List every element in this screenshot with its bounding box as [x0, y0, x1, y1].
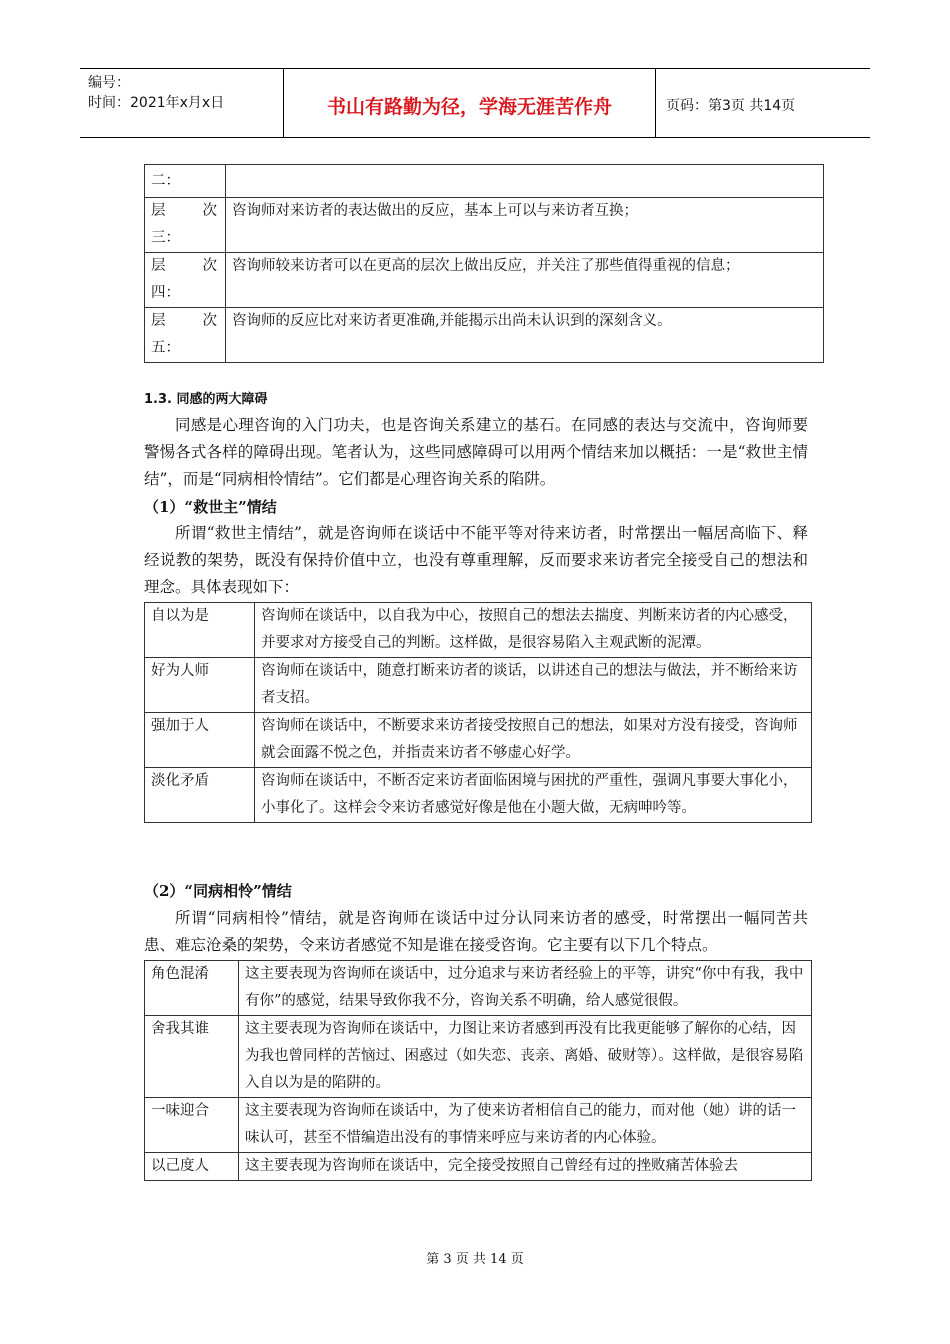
term-cell: 淡化矛盾	[145, 768, 255, 823]
term-cell: 舍我其谁	[145, 1016, 239, 1098]
term-cell: 好为人师	[145, 658, 255, 713]
desc-cell: 这主要表现为咨询师在谈话中，为了使来访者相信自己的能力，而对他（她）讲的话一味认可，甚至不惜编造出没有的事情来呼应与来访者的内心体验。	[239, 1098, 812, 1153]
page-footer: 第 3 页 共 14 页	[426, 1252, 524, 1267]
table-row	[145, 1098, 812, 1153]
time-label: 时间：2021年x月x日	[88, 95, 225, 111]
subsection-title-pity: （2）“同病相怜”情结	[144, 882, 292, 900]
level-desc: 咨询师较来访者可以在更高的层次上做出反应，并关注了那些值得重视的信息；	[226, 253, 824, 308]
pity-paragraph: 所谓“同病相怜”情结，就是咨询师在谈话中过分认同来访者的感受，时常摆出一幅同苦共患、难忘沧桑的架势，令来访者感觉不知是谁在接受咨询。它主要有以下几个特点。	[144, 909, 808, 954]
term-cell: 自以为是	[145, 603, 255, 658]
savior-paragraph: 所谓“救世主情结”，就是咨询师在谈话中不能平等对待来访者，时常摆出一幅居高临下、释经说教的架势，既没有保持价值中立，也没有尊重理解，反而要求来访者完全接受自己的想法和理念。具体表现如下：	[144, 524, 808, 596]
table-row	[145, 253, 824, 308]
table-row	[145, 165, 824, 198]
level-label: 层 次 四：	[145, 253, 226, 308]
desc-cell: 咨询师在谈话中，随意打断来访者的谈话，以讲述自己的想法与做法，并不断给来访者支招。	[255, 658, 812, 713]
savior-table	[144, 602, 812, 823]
level-desc	[226, 165, 824, 198]
desc-cell: 这主要表现为咨询师在谈话中，过分追求与来访者经验上的平等，讲究“你中有我，我中有你”的感觉，结果导致你我不分，咨询关系不明确，给人感觉很假。	[239, 961, 812, 1016]
pity-table	[144, 960, 812, 1181]
level-label: 二：	[145, 165, 226, 198]
number-label: 编号：	[88, 75, 130, 91]
level-desc: 咨询师对来访者的表达做出的反应，基本上可以与来访者互换；	[226, 198, 824, 253]
table-row	[145, 603, 812, 658]
table-row	[145, 308, 824, 363]
header-motto: 书山有路勤为径，学海无涯苦作舟	[284, 69, 656, 137]
table-row	[145, 768, 812, 823]
desc-cell: 咨询师在谈话中，不断否定来访者面临困境与困扰的严重性，强调凡事要大事化小，小事化了。这样会令来访者感觉好像是他在小题大做，无病呻吟等。	[255, 768, 812, 823]
desc-cell: 咨询师在谈话中，不断要求来访者接受按照自己的想法，如果对方没有接受，咨询师就会面露不悦之色，并指责来访者不够虚心好学。	[255, 713, 812, 768]
term-cell: 角色混淆	[145, 961, 239, 1016]
table-row	[145, 1016, 812, 1098]
header-meta	[80, 69, 284, 137]
term-cell: 一味迎合	[145, 1098, 239, 1153]
table-row	[145, 961, 812, 1016]
term-cell: 强加于人	[145, 713, 255, 768]
page-header	[80, 68, 870, 138]
section-title: 1.3. 同感的两大障碍	[144, 392, 268, 407]
level-label: 层 次 五：	[145, 308, 226, 363]
desc-cell: 咨询师在谈话中，以自我为中心，按照自己的想法去揣度、判断来访者的内心感受，并要求对方接受自己的判断。这样做，是很容易陷入主观武断的泥潭。	[255, 603, 812, 658]
levels-table	[144, 164, 824, 363]
term-cell: 以己度人	[145, 1153, 239, 1181]
table-row	[145, 198, 824, 253]
table-row	[145, 1153, 812, 1181]
table-row	[145, 658, 812, 713]
subsection-title-savior: （1）“救世主”情结	[144, 498, 277, 516]
level-label: 层 次 三：	[145, 198, 226, 253]
desc-cell: 这主要表现为咨询师在谈话中，力图让来访者感到再没有比我更能够了解你的心结，因为我也曾同样的苦恼过、困惑过（如失恋、丧亲、离婚、破财等）。这样做，是很容易陷入自以为是的陷阱的。	[239, 1016, 812, 1098]
level-desc: 咨询师的反应比对来访者更准确,并能揭示出尚未认识到的深刻含义。	[226, 308, 824, 363]
table-row	[145, 713, 812, 768]
desc-cell: 这主要表现为咨询师在谈话中，完全接受按照自己曾经有过的挫败痛苦体验去	[239, 1153, 812, 1181]
intro-paragraph: 同感是心理咨询的入门功夫，也是咨询关系建立的基石。在同感的表达与交流中，咨询师要警惕各式各样的障碍出现。笔者认为，这些同感障碍可以用两个情结来加以概括：一是“救世主情结”，而是“同病相怜情结”。它们都是心理咨询关系的陷阱。	[144, 416, 808, 488]
header-page-info: 页码：第3页 共14页	[666, 98, 796, 114]
